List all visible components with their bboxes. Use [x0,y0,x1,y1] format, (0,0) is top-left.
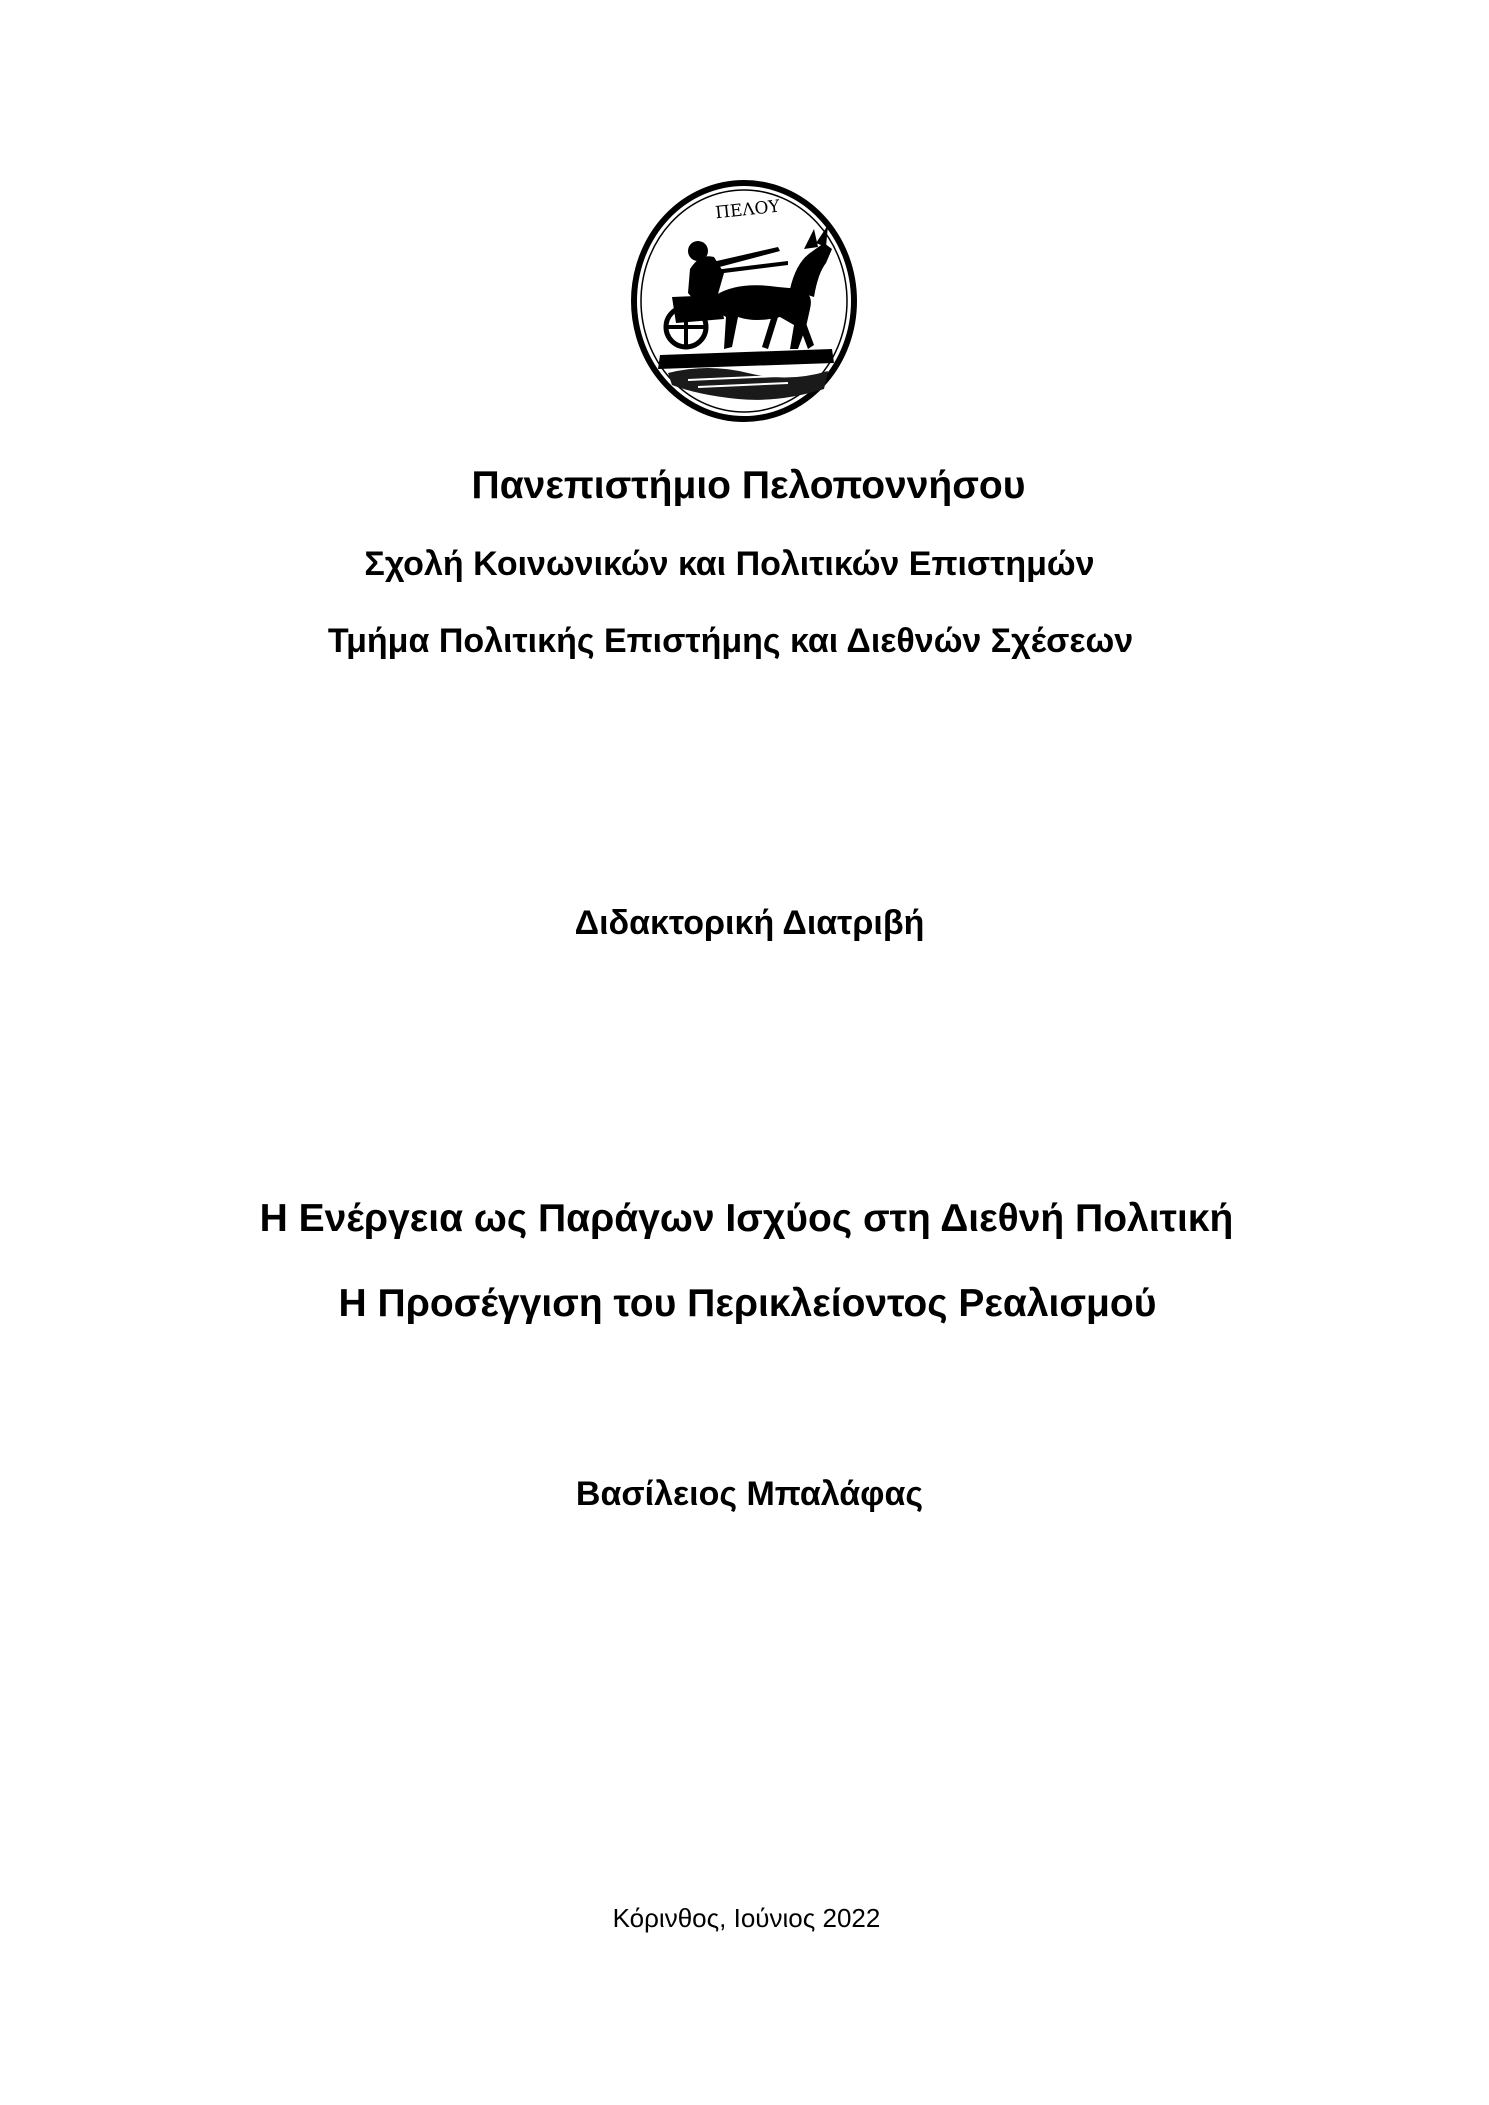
thesis-title: Η Ενέργεια ως Παράγων Ισχύος στη Διεθνή Πολιτική [259,1197,1234,1240]
author-name: Βασίλειος Μπαλάφας [575,1475,924,1513]
university-seal-icon [628,177,860,425]
school-name: Σχολή Κοινωνικών και Πολιτικών Επιστημών [364,545,1095,583]
svg-text:ΠΕΛΟΥ: ΠΕΛΟΥ [714,196,781,224]
thesis-subtitle: Η Προσέγγιση του Περικλείοντος Ρεαλισμού [338,1282,1157,1325]
document-type: Διδακτορική Διατριβή [574,904,925,942]
department-name: Τμήμα Πολιτικής Επιστήμης και Διεθνών Σχέσεων [327,622,1134,660]
place-and-date: Κόρινθος, Ιούνιος 2022 [612,1903,881,1933]
university-name: Πανεπιστήμιο Πελοποννήσου [471,464,1026,507]
